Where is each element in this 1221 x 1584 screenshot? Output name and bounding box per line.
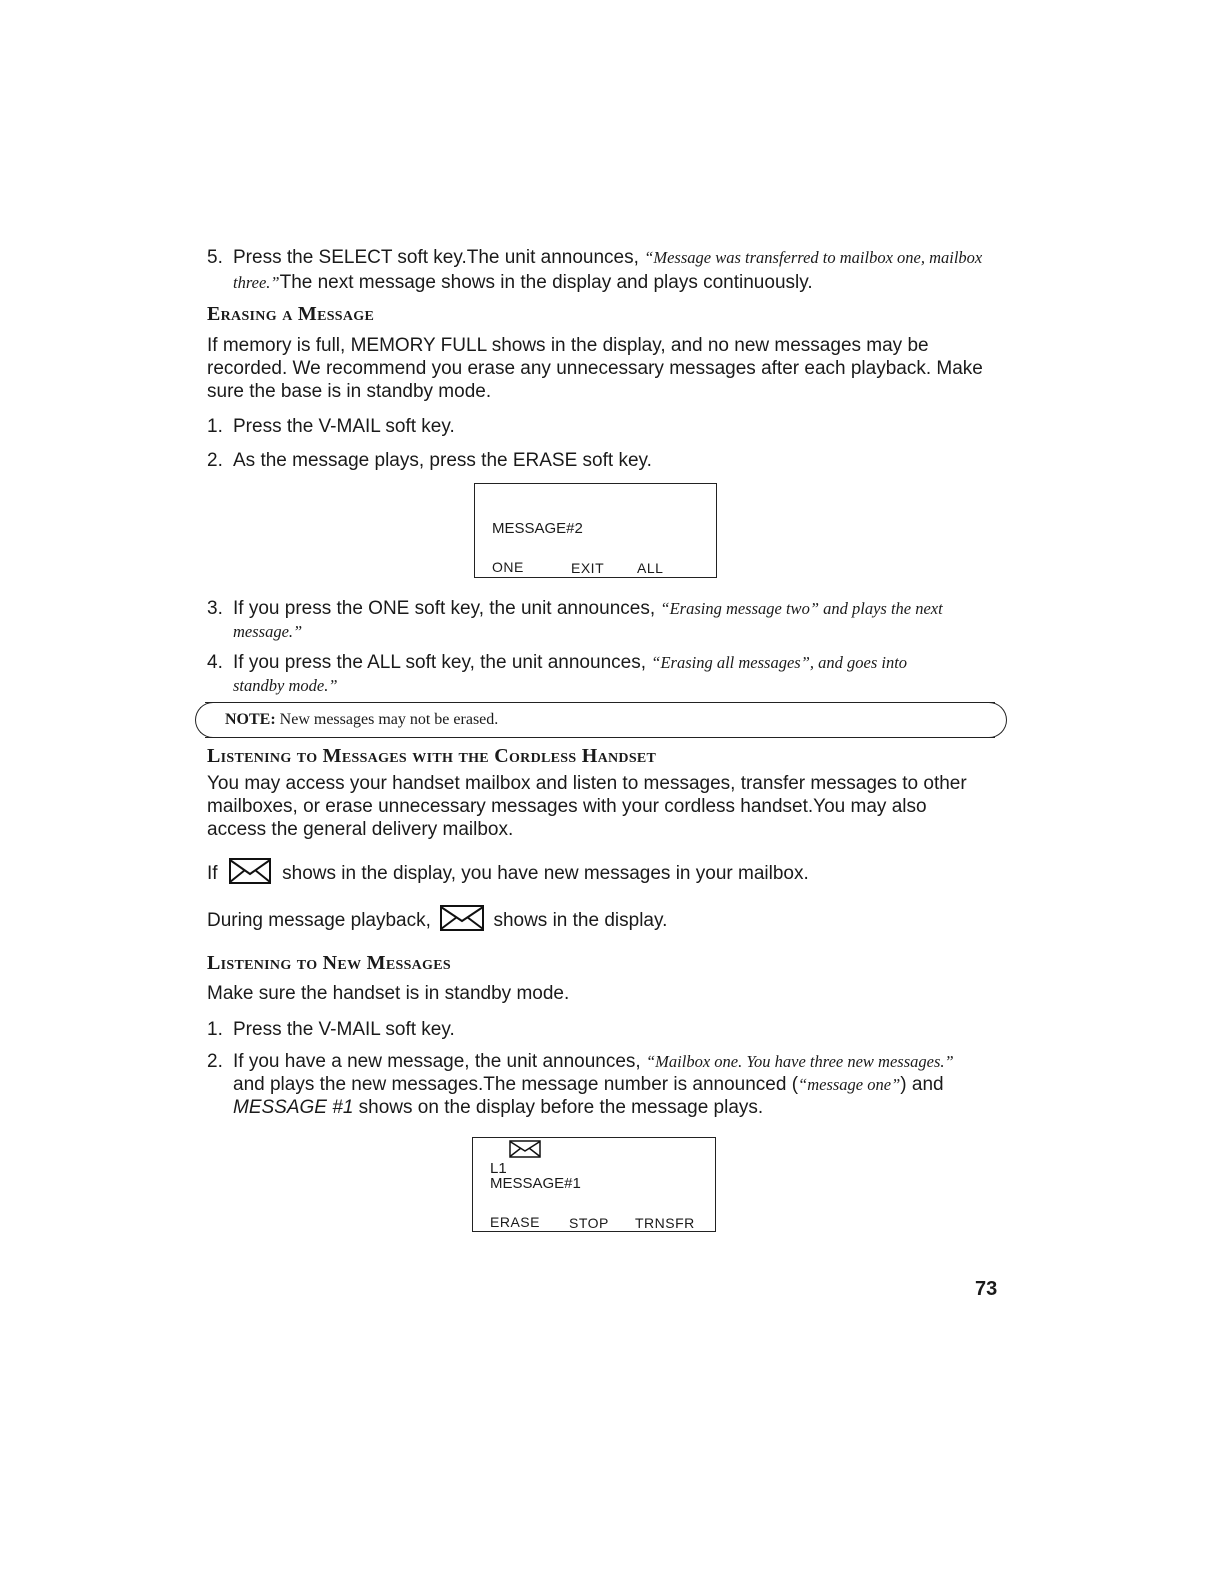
step-text: If you have a new message, the unit announces, (233, 1051, 641, 1072)
display-line-line-number: L1 (490, 1160, 507, 1177)
page-number: 73 (975, 1278, 998, 1300)
step-text: Press the SELECT soft key.The unit announces, (233, 247, 639, 268)
announcement-quote-end: message.” (233, 622, 303, 641)
if-prefix: If (207, 863, 218, 885)
paragraph-line: You may access your handset mailbox and listen to messages, transfer messages to other (207, 773, 967, 794)
step-text-final: shows on the display before the message plays. (358, 1097, 764, 1118)
announcement-quote: “Erasing message two” and plays the next (660, 599, 943, 618)
listening-new-paragraph: Make sure the handset is in standby mode. (207, 983, 570, 1004)
note-box (205, 702, 995, 738)
envelope-icon (509, 1140, 541, 1165)
note-box-right-cap (986, 702, 1007, 738)
step-number: 3. (207, 598, 223, 619)
during-prefix: During message playback, (207, 910, 431, 932)
envelope-icon (440, 905, 484, 937)
step-number: 4. (207, 652, 223, 673)
step-text-cont: The next message shows in the display and plays continuously. (279, 272, 813, 293)
soft-key-label: TRNSFR (635, 1215, 695, 1231)
announcement-quote: “Message was transferred to mailbox one, mailbox (644, 248, 983, 267)
step-number: 2. (207, 450, 223, 471)
step-text: As the message plays, press the ERASE soft key. (233, 450, 652, 471)
section-heading-listening-new: Listening to New Messages (207, 952, 451, 974)
note-label: NOTE: (225, 711, 276, 728)
soft-key-label: ALL (637, 560, 664, 576)
listening-handset-paragraph (207, 772, 1007, 841)
announcement-quote-end: three.” (233, 273, 280, 292)
section-heading-listening-handset: Listening to Messages with the Cordless Handset (207, 745, 657, 767)
step-number: 1. (207, 1019, 223, 1040)
step-number: 1. (207, 416, 223, 437)
section-heading-erasing: Erasing a Message (207, 303, 375, 325)
step-text-cont-end: ) and (900, 1074, 944, 1095)
during-suffix: shows in the display. (493, 910, 668, 932)
paragraph-line: mailboxes, or erase unnecessary messages with your cordless handset.You may also (207, 796, 927, 817)
if-suffix: shows in the display, you have new messages in your mailbox. (282, 863, 809, 885)
paragraph-line: If memory is full, MEMORY FULL shows in the display, and no new messages may be (207, 335, 929, 356)
paragraph-line: access the general delivery mailbox. (207, 819, 514, 840)
soft-key-label: EXIT (571, 560, 605, 576)
announcement-quote-inline: “message one” (798, 1075, 901, 1094)
announcement-quote-end: standby mode.” (233, 676, 338, 695)
display-line-message: MESSAGE#1 (490, 1175, 581, 1192)
display-illustration-erase (474, 483, 717, 578)
display-illustration-new-message (472, 1137, 716, 1232)
soft-key-label: ERASE (490, 1214, 540, 1230)
announcement-quote: “Mailbox one. You have three new messages.” (646, 1052, 954, 1071)
step-text: Press the V-MAIL soft key. (233, 416, 455, 437)
envelope-icon (229, 858, 271, 890)
erasing-paragraph (207, 334, 1007, 403)
soft-key-label: ONE (492, 559, 524, 575)
soft-key-label: STOP (569, 1215, 609, 1231)
note-box-left-cap (195, 702, 216, 738)
step-text: If you press the ONE soft key, the unit announces, (233, 598, 656, 619)
paragraph-line: recorded. We recommend you erase any unnecessary messages after each playback. Make (207, 358, 983, 379)
note-text: New messages may not be erased. (279, 711, 499, 728)
paragraph-line: sure the base is in standby mode. (207, 381, 492, 402)
step-number: 2. (207, 1051, 223, 1072)
new-message-indicator-line (207, 858, 907, 890)
step-text-cont: and plays the new messages.The message number is announced ( (233, 1074, 799, 1095)
playback-indicator-line (207, 905, 907, 937)
announcement-quote: “Erasing all messages”, and goes into (651, 653, 908, 672)
step-number: 5. (207, 247, 223, 268)
step-text: If you press the ALL soft key, the unit announces, (233, 652, 646, 673)
display-message-name: MESSAGE #1 (233, 1097, 354, 1118)
step-text: Press the V-MAIL soft key. (233, 1019, 455, 1040)
display-line: MESSAGE#2 (492, 520, 583, 537)
